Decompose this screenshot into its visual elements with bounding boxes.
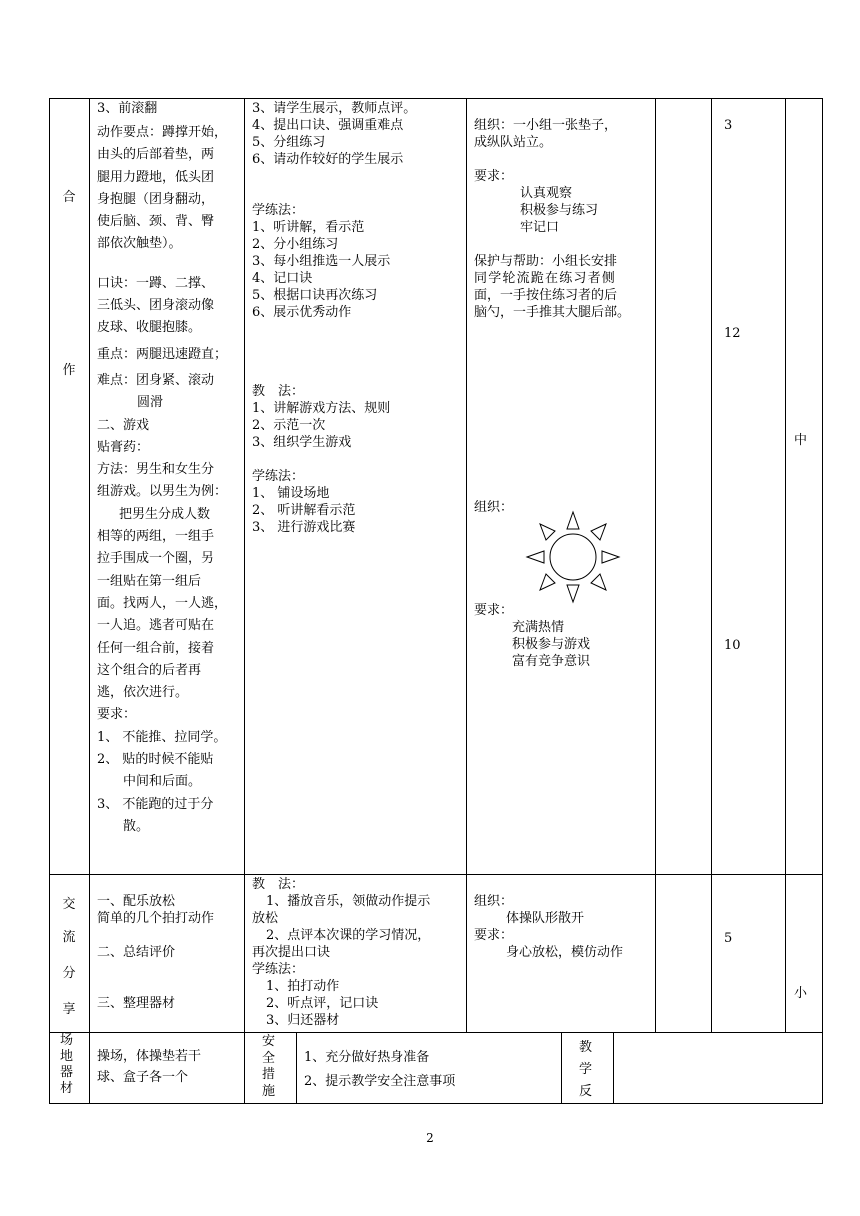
section-label-top: 合 — [62, 190, 76, 205]
sun-ray-top-right — [591, 524, 606, 540]
teacher-method-title: 教 法： — [252, 384, 305, 399]
content-line: 身抱腿（团身翻动， — [97, 191, 215, 207]
col-divider-6 — [785, 98, 786, 1032]
content-line: 散。 — [123, 818, 150, 834]
content-line: 3、前滚翻 — [97, 101, 158, 116]
method-line: 3、请学生展示，教师点评。 — [252, 101, 417, 116]
venue-label-char: 地 — [60, 1049, 74, 1064]
reflection-label — [579, 1037, 592, 1103]
content-line: 任何一组合前，接着 — [97, 640, 215, 656]
section-label-char: 分 — [62, 966, 76, 981]
safety-label-char: 措 — [262, 1067, 276, 1082]
row-divider-2 — [49, 1032, 823, 1033]
org-title: 组织： — [474, 894, 514, 909]
sun-ray-bottom-left — [540, 574, 555, 590]
method-line: 1、拍打动作 — [266, 979, 340, 994]
method-line: 5、分组练习 — [252, 135, 326, 150]
method-line: 1、 铺设场地 — [252, 486, 330, 501]
equipment-line: 操场，体操垫若干 — [97, 1049, 202, 1064]
org-b-title: 组织： — [474, 500, 514, 515]
content-line: 三低头、团身滚动像 — [97, 298, 215, 314]
venue-label-char: 器 — [60, 1065, 74, 1080]
section-label-char: 流 — [62, 930, 76, 945]
content-line: 重点：两腿迅速蹬直； — [97, 346, 228, 362]
content-line: 逃，依次进行。 — [97, 685, 189, 701]
content-line: 二、总结评价 — [97, 945, 176, 960]
content-line: 皮球、收腿抱膝。 — [97, 320, 202, 336]
time-value: 5 — [724, 931, 733, 946]
requirement-line: 认真观察 — [520, 186, 573, 201]
method-line: 2、点评本次课的学习情况， — [266, 928, 431, 943]
footer-divider-2 — [561, 1032, 562, 1104]
content-column — [97, 893, 214, 1012]
safety-line: 1、充分做好热身准备 — [304, 1050, 430, 1065]
safety-cell — [304, 1046, 455, 1094]
safety-line: 2、提示教学安全注意事项 — [304, 1074, 456, 1089]
protect-line: 保护与帮助：小组长安排 — [474, 254, 618, 269]
requirement-line: 富有竞争意识 — [512, 654, 591, 669]
content-line: 3、 不能跑的过于分 — [97, 796, 214, 812]
sun-ray-left — [527, 551, 544, 563]
time-value: 3 — [724, 118, 733, 133]
safety-label-char: 施 — [262, 1083, 276, 1099]
section-label-char: 交 — [62, 897, 76, 912]
requirement-title: 要求： — [474, 169, 514, 184]
col-divider-2 — [244, 98, 245, 1104]
content-line: 一组贴在第一组后 — [97, 573, 202, 589]
content-line: 动作要点：蹲撑开始， — [97, 125, 228, 140]
content-line: 这个组合的后者再 — [97, 662, 202, 678]
method-line: 4、提出口诀、强调重难点 — [252, 118, 404, 133]
content-line — [97, 978, 214, 995]
org-line: 成纵队站立。 — [474, 135, 553, 150]
method-line: 1、讲解游戏方法、规则 — [252, 401, 391, 416]
row-divider-1 — [49, 874, 823, 875]
method-line: 3、每小组推选一人展示 — [252, 254, 391, 269]
venue-label-char: 场 — [60, 1033, 74, 1048]
org-line: 组织：一小组一张垫子， — [474, 118, 618, 133]
organization-column — [474, 893, 623, 961]
student-method-title: 学练法： — [252, 469, 305, 484]
method-column — [252, 876, 430, 1029]
safety-label — [262, 1034, 275, 1100]
student-method-title: 学练法： — [252, 962, 305, 977]
requirement-title: 要求： — [474, 928, 514, 943]
method-line: 2、示范一次 — [252, 418, 326, 433]
content-line: 三、整理器材 — [97, 996, 176, 1011]
teacher-method-title: 教 法： — [252, 877, 305, 892]
method-column — [252, 100, 416, 536]
content-line: 面。找两人，一人逃， — [97, 595, 228, 611]
venue-label — [60, 1033, 73, 1097]
content-line: 相等的两组，一组手 — [97, 529, 215, 545]
requirement-line: 积极参与练习 — [520, 203, 599, 218]
time-value: 10 — [724, 638, 741, 653]
intensity-value: 中 — [794, 433, 808, 448]
section-label-char: 享 — [62, 1002, 76, 1017]
content-line: 一、配乐放松 — [97, 894, 176, 909]
protect-line: 脑勺，一手推其大腿后部。 — [474, 305, 631, 320]
method-line: 2、分小组练习 — [252, 237, 339, 252]
sun-ray-top-left — [540, 524, 555, 540]
student-method-title: 学练法： — [252, 203, 305, 218]
content-line: 拉手围成一个圈，另 — [97, 551, 215, 567]
safety-label-char: 安 — [262, 1034, 276, 1049]
intensity-value: 小 — [794, 986, 808, 1001]
content-line: 腿用力蹬地，低头团 — [97, 169, 215, 185]
content-line: 简单的几个拍打动作 — [97, 911, 215, 926]
content-line: 难点：团身紧、滚动 — [97, 372, 215, 388]
equipment-line: 球、盒子各一个 — [97, 1070, 189, 1085]
formation-sun-diagram — [524, 509, 624, 605]
content-line: 要求： — [97, 707, 137, 723]
content-line: 1、 不能推、拉同学。 — [97, 729, 227, 745]
col-divider-3 — [466, 98, 467, 1032]
method-line: 6、展示优秀动作 — [252, 305, 352, 320]
organization-column — [474, 117, 630, 321]
requirement-line: 积极参与游戏 — [512, 637, 591, 652]
content-line: 方法：男生和女生分 — [97, 462, 215, 478]
content-line: 由头的后部着垫，两 — [97, 147, 215, 163]
safety-label-char: 全 — [262, 1050, 276, 1066]
content-line: 使后脑、颈、背、臀 — [97, 214, 215, 230]
requirement-line: 身心放松，模仿动作 — [506, 945, 624, 960]
footer-divider-1 — [296, 1032, 297, 1104]
content-line: 2、 贴的时候不能贴 — [97, 752, 214, 768]
method-line: 1、听讲解，看示范 — [252, 220, 365, 235]
content-line: 一人追。逃者可贴在 — [97, 618, 215, 634]
content-line: 圆滑 — [137, 395, 164, 411]
col-divider-5 — [711, 98, 712, 1032]
sun-ray-bottom-right — [591, 574, 606, 590]
reflection-label-char: 教 — [579, 1040, 593, 1055]
protect-line: 同学轮流跪在练习者侧 — [474, 271, 617, 286]
col-divider-1 — [89, 98, 90, 1104]
content-line: 中间和后面。 — [123, 774, 202, 790]
content-line: 把男生分成人数 — [119, 506, 211, 522]
col-divider-4 — [655, 98, 656, 1032]
method-line: 再次提出口诀 — [252, 945, 331, 960]
method-line: 5、根据口诀再次练习 — [252, 288, 378, 303]
content-line: 二、游戏 — [97, 417, 150, 433]
protect-line: 面，一手按住练习者的后 — [474, 288, 618, 303]
content-line — [97, 961, 214, 978]
footer-divider-3 — [613, 1032, 614, 1104]
method-line: 2、 听讲解看示范 — [252, 503, 356, 518]
sun-ray-right — [602, 551, 619, 563]
reflection-label-char: 反 — [579, 1084, 593, 1099]
requirement-title: 要求： — [474, 603, 514, 618]
content-column — [97, 100, 242, 838]
content-line: 部依次触垫）。 — [97, 236, 182, 252]
content-line: 贴膏药： — [97, 439, 150, 455]
requirement-b — [474, 602, 590, 670]
content-line — [97, 256, 242, 273]
venue-label-char: 材 — [60, 1081, 74, 1096]
equipment-cell — [97, 1046, 201, 1088]
requirement-line: 充满热情 — [512, 620, 565, 635]
reflection-label-char: 学 — [579, 1062, 593, 1077]
sun-ray-top — [567, 512, 579, 529]
method-line: 2、听点评，记口诀 — [266, 996, 379, 1011]
org-line: 体操队形散开 — [506, 911, 585, 926]
method-line: 3、 进行游戏比赛 — [252, 520, 356, 535]
content-line — [97, 927, 214, 944]
method-line: 6、请动作较好的学生展示 — [252, 152, 404, 167]
sun-circle — [550, 534, 596, 580]
time-value: 12 — [724, 326, 741, 341]
content-line: 口诀：一蹲、二撑、 — [97, 275, 215, 291]
method-line: 1、播放音乐，领做动作提示 — [266, 894, 431, 909]
section-label-bottom: 作 — [62, 363, 76, 378]
content-line: 组游戏。以男生为例： — [97, 484, 228, 500]
page-number: 2 — [426, 1131, 434, 1145]
method-line: 3、组织学生游戏 — [252, 435, 352, 450]
method-line: 放松 — [252, 911, 279, 926]
requirement-line: 牢记口 — [520, 220, 560, 235]
sun-ray-bottom — [567, 585, 579, 602]
method-line: 4、记口诀 — [252, 271, 313, 286]
method-line: 3、归还器材 — [266, 1013, 340, 1028]
